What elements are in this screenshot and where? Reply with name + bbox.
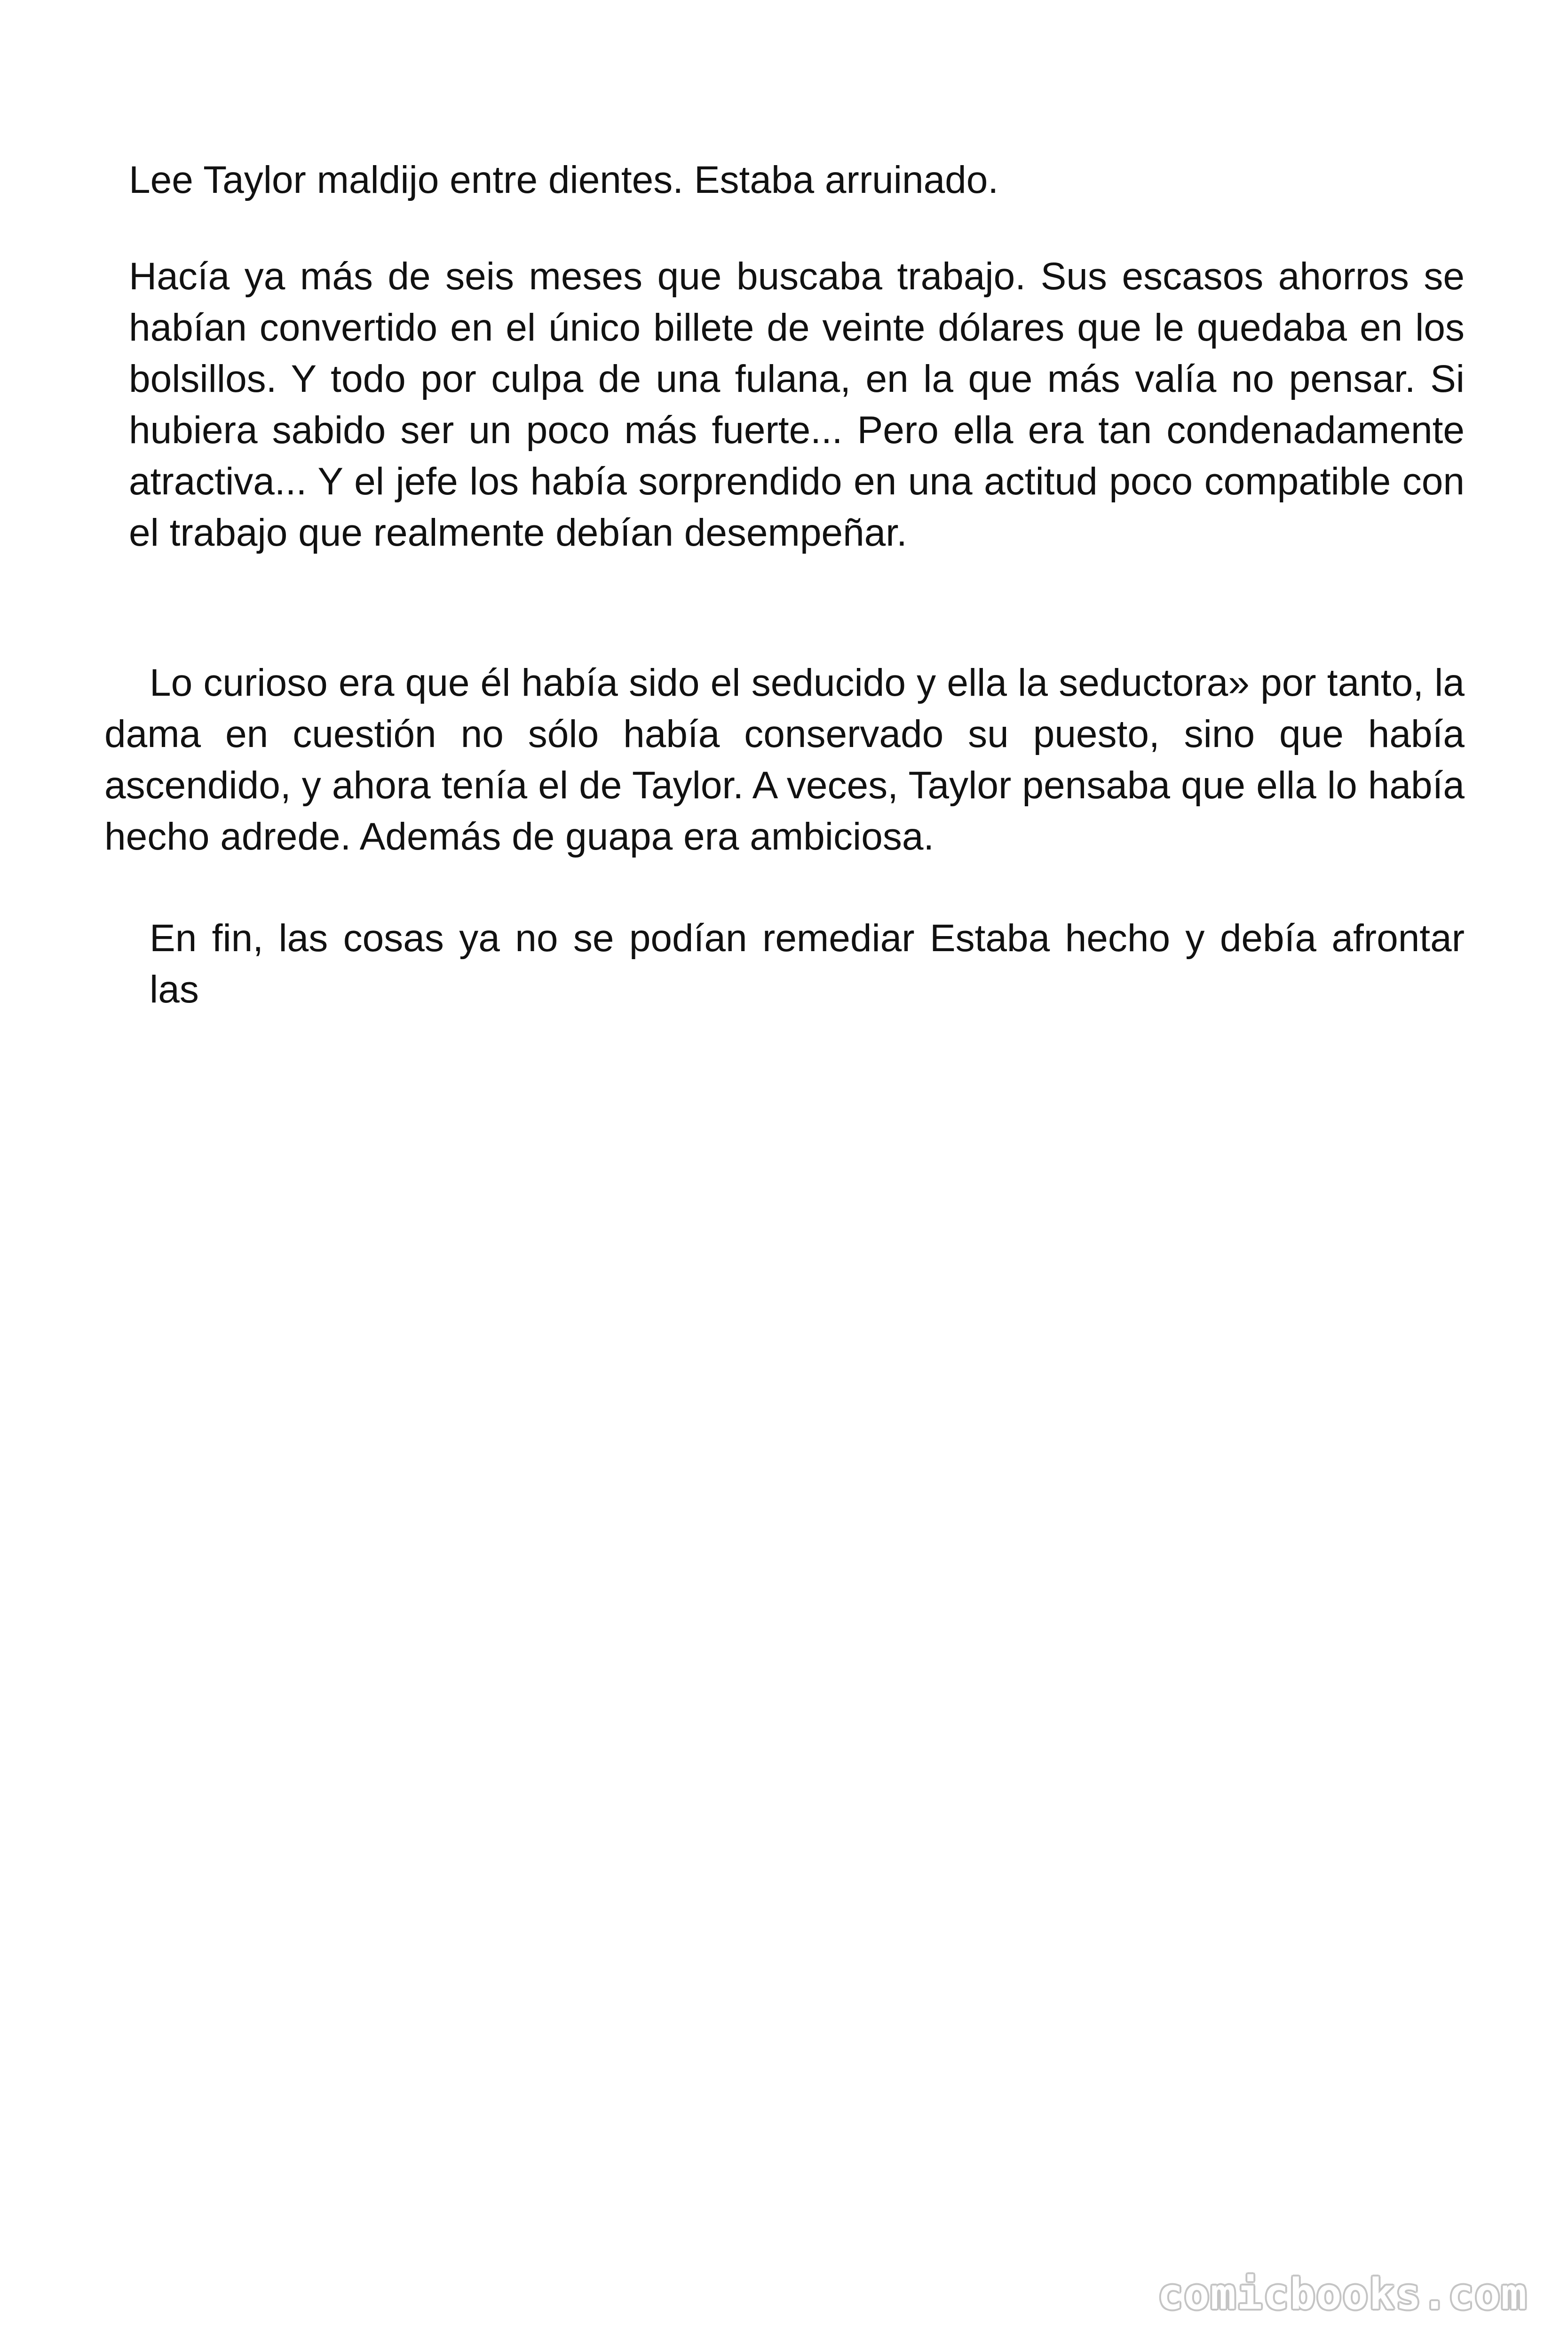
- watermark-text: comicbooks.com: [1157, 2270, 1528, 2319]
- paragraph-1: Lee Taylor maldijo entre dientes. Estaba arruinado.: [129, 159, 999, 201]
- paragraph-4: En fin, las cosas ya no se podían remediar Estaba hecho y debía afrontar las: [150, 917, 1465, 1011]
- paragraph-3: Lo curioso era que él había sido el seducido y ella la seductora» por tanto, la dama en cuestión no sólo había conservado su puesto, sino que había ascendido, y ahora tenía el de Taylor. A veces, Taylor pensaba que ella lo había hecho adrede. Además de guapa era ambiciosa.: [104, 661, 1465, 858]
- paragraph-2: Hacía ya más de seis meses que buscaba trabajo. Sus escasos ahorros se habían convertido en el único billete de veinte dólares que le quedaba en los bolsillos. Y todo por culpa de una fulana, en la que más valía no pensar. Si hubiera sabido ser un poco más fuerte... Pero ella era tan condenadamente atractiva... Y el jefe los había sorprendido en una actitud poco compatible con el trabajo que realmente debían desempeñar.: [129, 255, 1465, 554]
